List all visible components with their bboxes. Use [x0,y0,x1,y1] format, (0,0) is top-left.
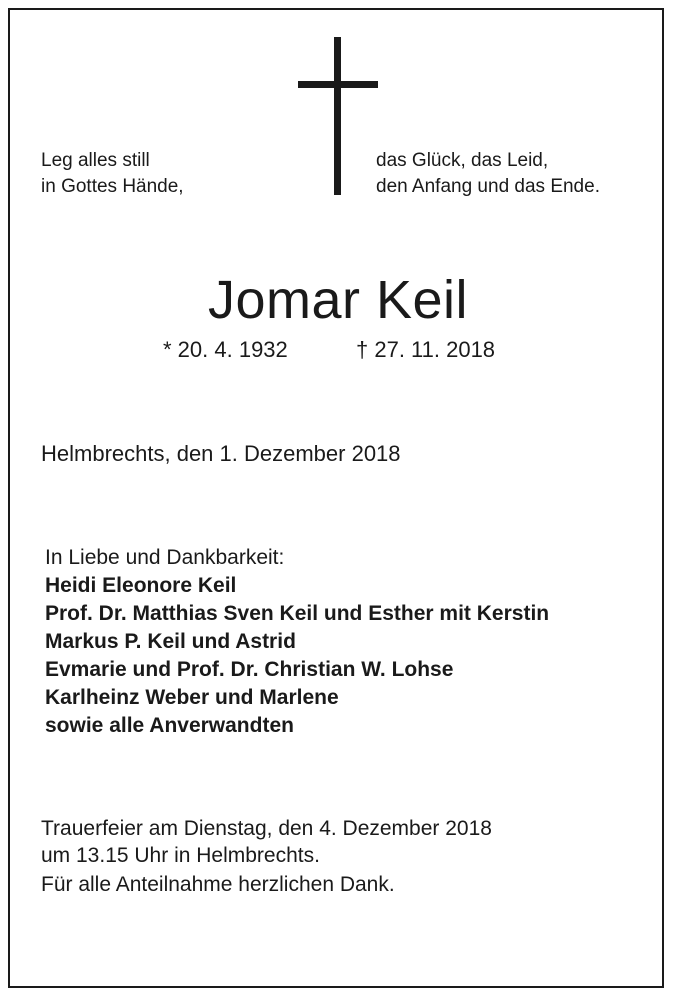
mourner-name: Evmarie und Prof. Dr. Christian W. Lohse [45,658,454,681]
birth-date: * 20. 4. 1932 [163,337,288,362]
funeral-line-2: um 13.15 Uhr in Helmbrechts. [41,844,320,867]
place-and-date: Helmbrechts, den 1. Dezember 2018 [41,441,401,466]
mourner-name: Markus P. Keil und Astrid [45,630,296,653]
mourner-name: Prof. Dr. Matthias Sven Keil und Esther mit Kerstin [45,602,550,625]
verse-right-line-2: den Anfang und das Ende. [376,176,600,197]
verse-left [41,148,184,200]
cross-icon [298,37,378,195]
verse-right-line-1: das Glück, das Leid, [376,150,549,171]
death-date: † 27. 11. 2018 [356,337,496,362]
mourners-list [45,572,549,740]
mourners-intro: In Liebe und Dankbarkeit: [45,546,285,569]
funeral-line-1: Trauerfeier am Dienstag, den 4. Dezember 2018 [41,817,492,840]
deceased-name: Jomar Keil [207,270,469,330]
mourner-name: Karlheinz Weber und Marlene [45,686,339,709]
funeral-info [41,815,492,869]
thanks-text: Für alle Anteilnahme herzlichen Dank. [41,873,395,896]
mourner-name: Heidi Eleonore Keil [45,574,237,597]
verse-left-line-2: in Gottes Hände, [41,176,184,197]
verse-left-line-1: Leg alles still [41,150,150,171]
verse-right [376,148,600,200]
mourner-name: sowie alle Anverwandten [45,714,294,737]
